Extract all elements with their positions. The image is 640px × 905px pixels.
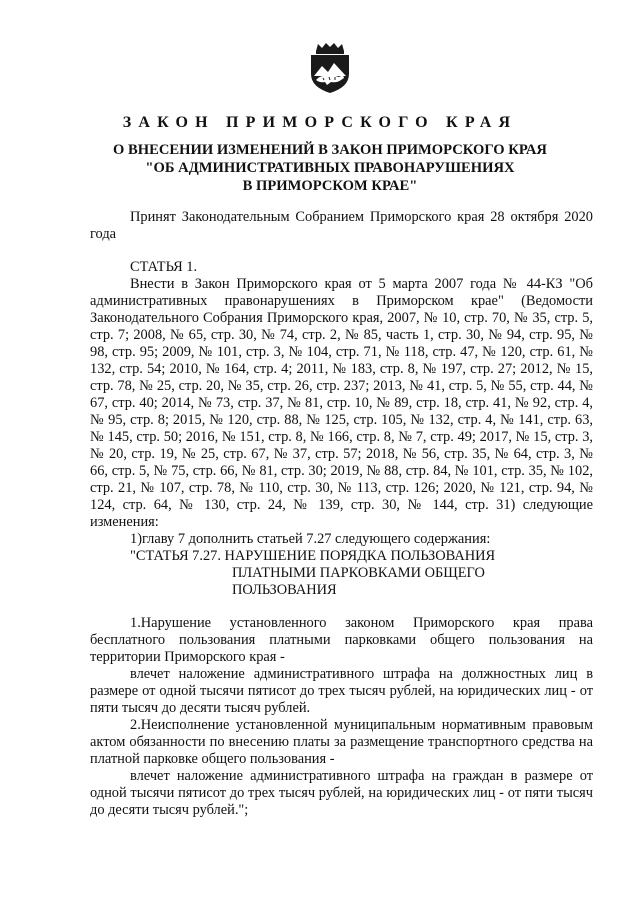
new-article-heading	[90, 548, 593, 599]
law-title: ЗАКОН ПРИМОРСКОГО КРАЯ	[122, 114, 518, 131]
subtitle-line: "ОБ АДМИНИСТРАТИВНЫХ ПРАВОНАРУШЕНИЯХ	[145, 160, 515, 176]
article-intro: Внести в Закон Приморского края от 5 марта 2007 года № 44-КЗ "Об административных правонарушениях в Приморском крае" (Ведомости Законодательного Собрания Приморского края, 2007, № 10, стр. 70, № 35, стр. 5, стр. 7; 2008, № 65, стр. 30, № 74, стр. 2, № 85, часть 1, стр. 30, № 94, стр. 95, № 98, стр. 95; 2009, № 101, стр. 3, № 104, стр. 71, № 118, стр. 47, № 120, стр. 61, № 132, стр. 54; 2010, № 164, стр. 4; 2011, № 183, стр. 8, № 197, стр. 27; 2012, № 15, стр. 78, № 25, стр. 20, № 35, стр. 26, стр. 237; 2013, № 41, стр. 5, № 55, стр. 44, № 67, стр. 40; 2014, № 73, стр. 37, № 81, стр. 10, № 89, стр. 18, стр. 41, № 92, стр. 4, № 95, стр. 8; 2015, № 120, стр. 88, № 125, стр. 105, № 132, стр. 4, № 141, стр. 63, № 145, стр. 50; 2016, № 151, стр. 8, № 166, стр. 8, № 7, стр. 49; 2017, № 15, стр. 3, № 20, стр. 19, № 25, стр. 67, № 37, стр. 57; 2018, № 56, стр. 35, № 64, стр. 3, № 66, стр. 5, № 75, стр. 66, № 81, стр. 30; 2019, № 88, стр. 84, № 101, стр. 35, № 102, стр. 21, № 107, стр. 78, № 110, стр. 30, № 113, стр. 126; 2020, № 121, стр. 94, № 124, стр. 64, № 130, стр. 24, № 139, стр. 30, № 144, стр. 31) следующие изменения:	[90, 276, 593, 530]
document-body	[90, 209, 593, 819]
subtitle-line: О ВНЕСЕНИИ ИЗМЕНЕНИЙ В ЗАКОН ПРИМОРСКОГО КРАЯ	[113, 142, 547, 158]
new-article-heading-line: ПЛАТНЫМИ ПАРКОВКАМИ ОБЩЕГО	[232, 565, 485, 581]
clause-2: 2.Неисполнение установленной муниципальным нормативным правовым актом обязанности по внесению платы за размещение транспортного средства на платной парковке общего пользования -	[90, 717, 593, 767]
clause-1-penalty: влечет наложение административного штрафа на должностных лиц в размере от одной тысячи пятисот до трех тысяч рублей, на юридических лиц - от пяти тысяч до десяти тысяч рублей.	[90, 666, 593, 716]
new-article-heading-line: "СТАТЬЯ 7.27. НАРУШЕНИЕ ПОРЯДКА ПОЛЬЗОВАНИЯ	[130, 548, 496, 564]
clause-2-penalty: влечет наложение административного штрафа на граждан в размере от одной тысячи пятисот до трех тысяч рублей, на юридических лиц - от пяти тысяч до десяти тысяч рублей.";	[90, 768, 593, 818]
adoption-statement: Принят Законодательным Собранием Приморского края 28 октября 2020 года	[90, 209, 593, 242]
clause-1: 1.Нарушение установленного законом Приморского края права бесплатного пользования платными парковками общего пользования на территории Приморского края -	[90, 615, 593, 665]
new-article-heading-line: ПОЛЬЗОВАНИЯ	[232, 582, 337, 598]
subtitle-line: В ПРИМОРСКОМ КРАЕ"	[242, 178, 418, 194]
law-subtitle	[0, 141, 640, 195]
primorsky-krai-coat-of-arms-icon	[307, 42, 353, 94]
item-1: 1)главу 7 дополнить статьей 7.27 следующего содержания:	[130, 531, 491, 547]
article-label: СТАТЬЯ 1.	[130, 259, 198, 275]
